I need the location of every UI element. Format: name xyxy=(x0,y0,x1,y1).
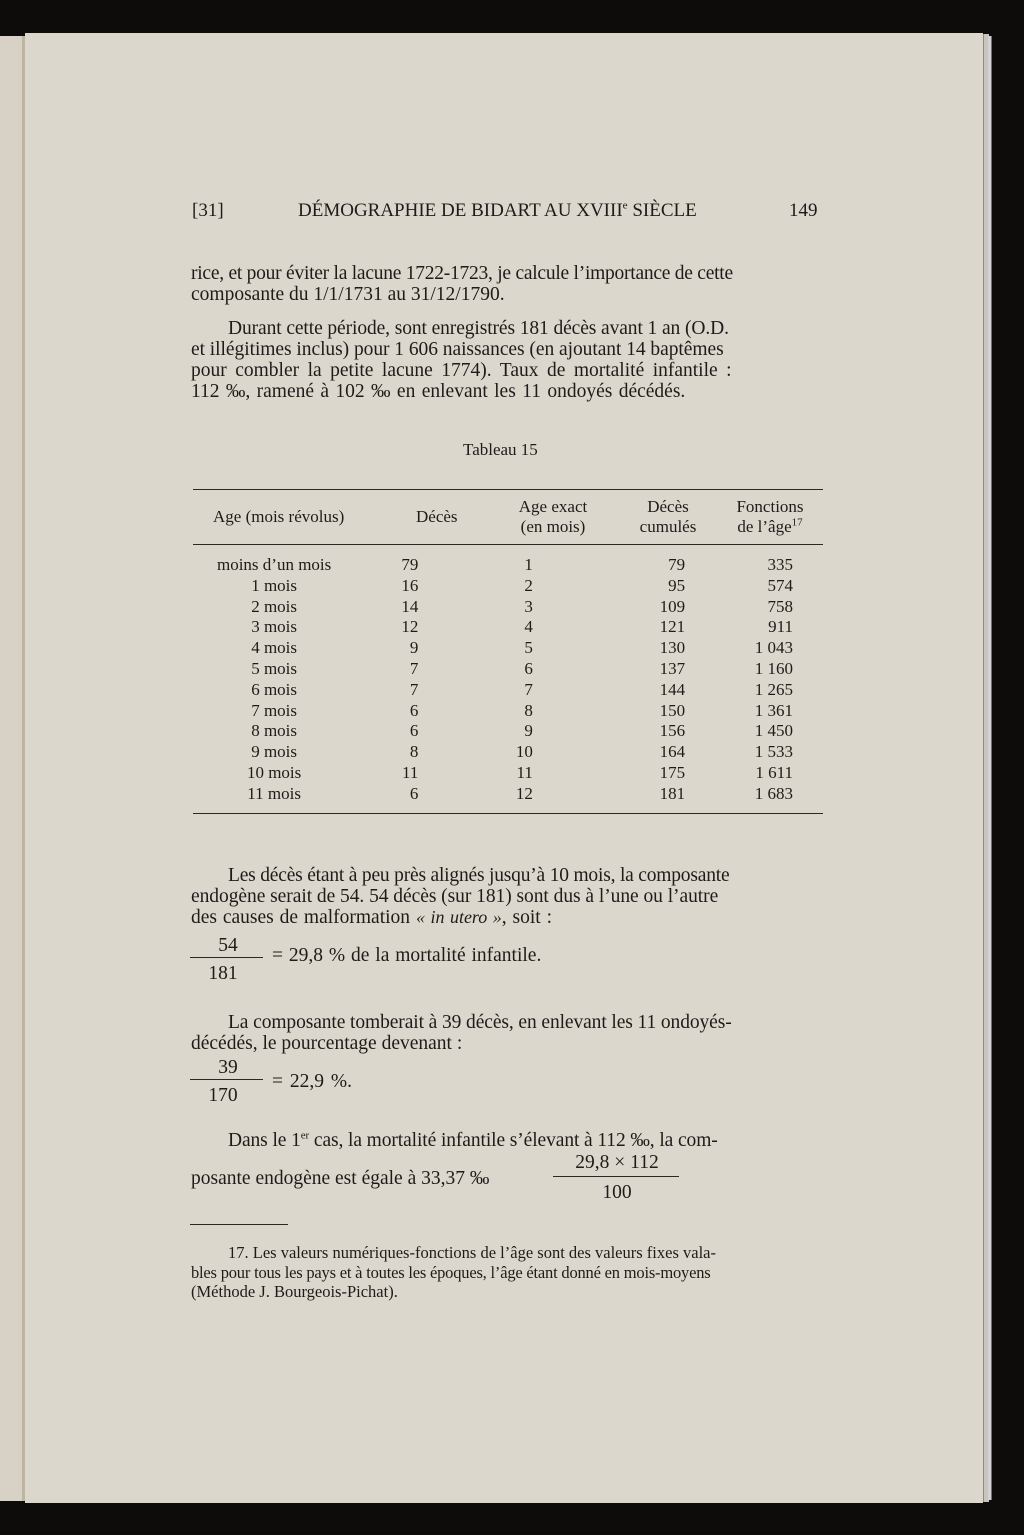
cell-age: 1 mois xyxy=(251,575,298,595)
paragraph-1: rice, et pour éviter la lacune 1722-1723, je calcule l’importance de cette composante du 1/1/1731 au 31/12/1790. xyxy=(191,263,733,305)
cell-age: 2 mois xyxy=(251,596,298,616)
cell-deces: 6 xyxy=(409,700,419,720)
fraction-2-numerator: 39 xyxy=(218,1057,238,1078)
table-row xyxy=(193,784,823,805)
col-header-fonctions: Fonctions de l’âge$^{17}$ xyxy=(736,497,804,536)
table-header-rule xyxy=(193,544,823,545)
table-row xyxy=(193,617,823,638)
cell-deces: 16 xyxy=(401,575,419,595)
cell-deces: 9 xyxy=(409,638,419,658)
cell-fonction: 1 361 xyxy=(754,700,793,720)
cell-age: moins d’un mois xyxy=(216,555,332,574)
table-row xyxy=(193,763,823,784)
table-row xyxy=(193,576,823,597)
cell-exact: 7 xyxy=(524,679,533,699)
fraction-1-bar xyxy=(190,957,263,958)
cell-cumul: 121 xyxy=(659,617,686,637)
cell-cumul: 130 xyxy=(659,638,686,658)
cell-deces: 7 xyxy=(409,658,419,678)
table-row xyxy=(193,597,823,618)
cell-cumul: 181 xyxy=(659,783,686,803)
cell-exact: 5 xyxy=(524,638,533,658)
cell-deces: 79 xyxy=(401,555,419,574)
fraction-2-bar xyxy=(190,1079,263,1080)
cell-age: 9 mois xyxy=(251,742,298,762)
cell-deces: 12 xyxy=(401,617,419,637)
paragraph-4: La composante tomberait à 39 décès, en enlevant les 11 ondoyés- décédés, le pourcentage devenant : xyxy=(191,1012,732,1054)
table-row xyxy=(193,659,823,680)
cell-exact: 4 xyxy=(524,617,533,637)
cell-cumul: 156 xyxy=(659,721,686,741)
cell-fonction: 335 xyxy=(767,555,793,574)
cell-age: 3 mois xyxy=(251,617,298,637)
cell-exact: 8 xyxy=(524,700,533,720)
fraction-2-denominator: 170 xyxy=(208,1085,238,1106)
page-stack-edge xyxy=(988,36,992,1500)
running-title: DÉMOGRAPHIE DE BIDART AU XVIIIe SIÈCLE xyxy=(298,199,697,221)
col-header-age: Age (mois révolus) xyxy=(213,507,345,526)
cell-deces: 14 xyxy=(401,596,419,616)
cell-cumul: 109 xyxy=(659,596,686,616)
fraction-1-denominator: 181 xyxy=(208,963,238,984)
page-number: 149 xyxy=(789,200,818,221)
cell-fonction: 1 043 xyxy=(754,638,793,658)
table-row xyxy=(193,742,823,763)
table-row xyxy=(193,701,823,722)
fraction-1-numerator: 54 xyxy=(218,935,238,956)
cell-cumul: 144 xyxy=(659,679,686,699)
footnote-rule xyxy=(190,1224,288,1225)
table-bottom-rule xyxy=(193,813,823,814)
table-row xyxy=(193,721,823,742)
table-row xyxy=(193,680,823,701)
cell-exact: 2 xyxy=(524,575,533,595)
cell-exact: 1 xyxy=(524,555,533,574)
cell-fonction: 1 160 xyxy=(754,658,793,678)
cell-fonction: 574 xyxy=(767,575,793,595)
cell-age: 11 mois xyxy=(247,783,301,803)
cell-age: 7 mois xyxy=(251,700,298,720)
cell-fonction: 911 xyxy=(768,617,793,637)
fraction-2-result: = 22,9 %. xyxy=(272,1071,352,1092)
fraction-3-numerator: 29,8 × 112 xyxy=(575,1152,659,1173)
table-row xyxy=(193,638,823,659)
cell-cumul: 95 xyxy=(668,575,686,595)
fraction-3-bar xyxy=(553,1176,679,1177)
fraction-1-result: = 29,8 % de la mortalité infantile. xyxy=(272,945,542,966)
cell-fonction: 1 533 xyxy=(754,742,793,762)
cell-fonction: 1 450 xyxy=(754,721,793,741)
cell-exact: 10 xyxy=(515,742,533,762)
table-top-rule xyxy=(193,489,823,490)
cell-age: 5 mois xyxy=(251,658,298,678)
paragraph-5-line-2: posante endogène est égale à 33,37 ‰ xyxy=(191,1168,490,1189)
paragraph-2: Durant cette période, sont enregistrés 181 décès avant 1 an (O.D. et illégitimes inclus) pour 1 606 naissances (en ajoutant 14 baptêmes pour combler la petite lacune 1774). Taux de mortalité infantile : 112 ‰, ramené à 102 ‰ en enlevant les 11 ondoyés décédés. xyxy=(191,318,732,402)
cell-deces: 7 xyxy=(409,679,419,699)
cell-deces: 11 xyxy=(402,762,419,782)
cell-deces: 6 xyxy=(409,721,419,741)
cell-exact: 12 xyxy=(515,783,533,803)
table-caption: Tableau 15 xyxy=(463,440,538,459)
cell-cumul: 164 xyxy=(659,742,686,762)
table-row xyxy=(193,555,823,576)
paragraph-3: Les décès étant à peu près alignés jusqu’à 10 mois, la composante endogène serait de 54. 54 décès (sur 181) sont dus à l’une ou l’autre des causes de malformation « in utero », soit : xyxy=(191,865,730,928)
cell-cumul: 137 xyxy=(659,658,686,678)
col-header-age-exact: Age exact (en mois) xyxy=(518,497,588,536)
cell-age: 6 mois xyxy=(251,679,298,699)
paragraph-5-line-1: Dans le 1er cas, la mortalité infantile s’élevant à 112 ‰, la com- xyxy=(228,1129,718,1151)
cell-fonction: 758 xyxy=(767,596,793,616)
col-header-deces: Décès xyxy=(416,507,458,526)
cell-fonction: 1 265 xyxy=(754,679,793,699)
cell-age: 10 mois xyxy=(246,762,302,782)
fraction-3-denominator: 100 xyxy=(602,1182,632,1203)
cell-cumul: 79 xyxy=(668,555,686,574)
mortality-table xyxy=(193,555,823,805)
cell-deces: 6 xyxy=(409,783,419,803)
col-header-deces-cumules: Décès cumulés xyxy=(639,497,697,536)
header-section-number: [31] xyxy=(192,200,224,221)
cell-fonction: 1 683 xyxy=(754,783,793,803)
cell-exact: 6 xyxy=(524,658,533,678)
cell-age: 4 mois xyxy=(251,638,298,658)
cell-exact: 11 xyxy=(516,762,533,782)
cell-age: 8 mois xyxy=(251,721,298,741)
cell-cumul: 150 xyxy=(659,700,686,720)
cell-exact: 3 xyxy=(524,596,533,616)
footnote-17: 17. Les valeurs numériques-fonctions de l’âge sont des valeurs fixes vala- bles pour tous les pays et à toutes les époques, l’âge étant donné en mois-moyens (Méthode J. Bourgeois-Pichat). xyxy=(191,1243,716,1301)
cell-cumul: 175 xyxy=(659,762,686,782)
cell-fonction: 1 611 xyxy=(755,762,793,782)
cell-exact: 9 xyxy=(524,721,533,741)
cell-deces: 8 xyxy=(409,742,419,762)
facing-page-edge xyxy=(0,36,22,1501)
